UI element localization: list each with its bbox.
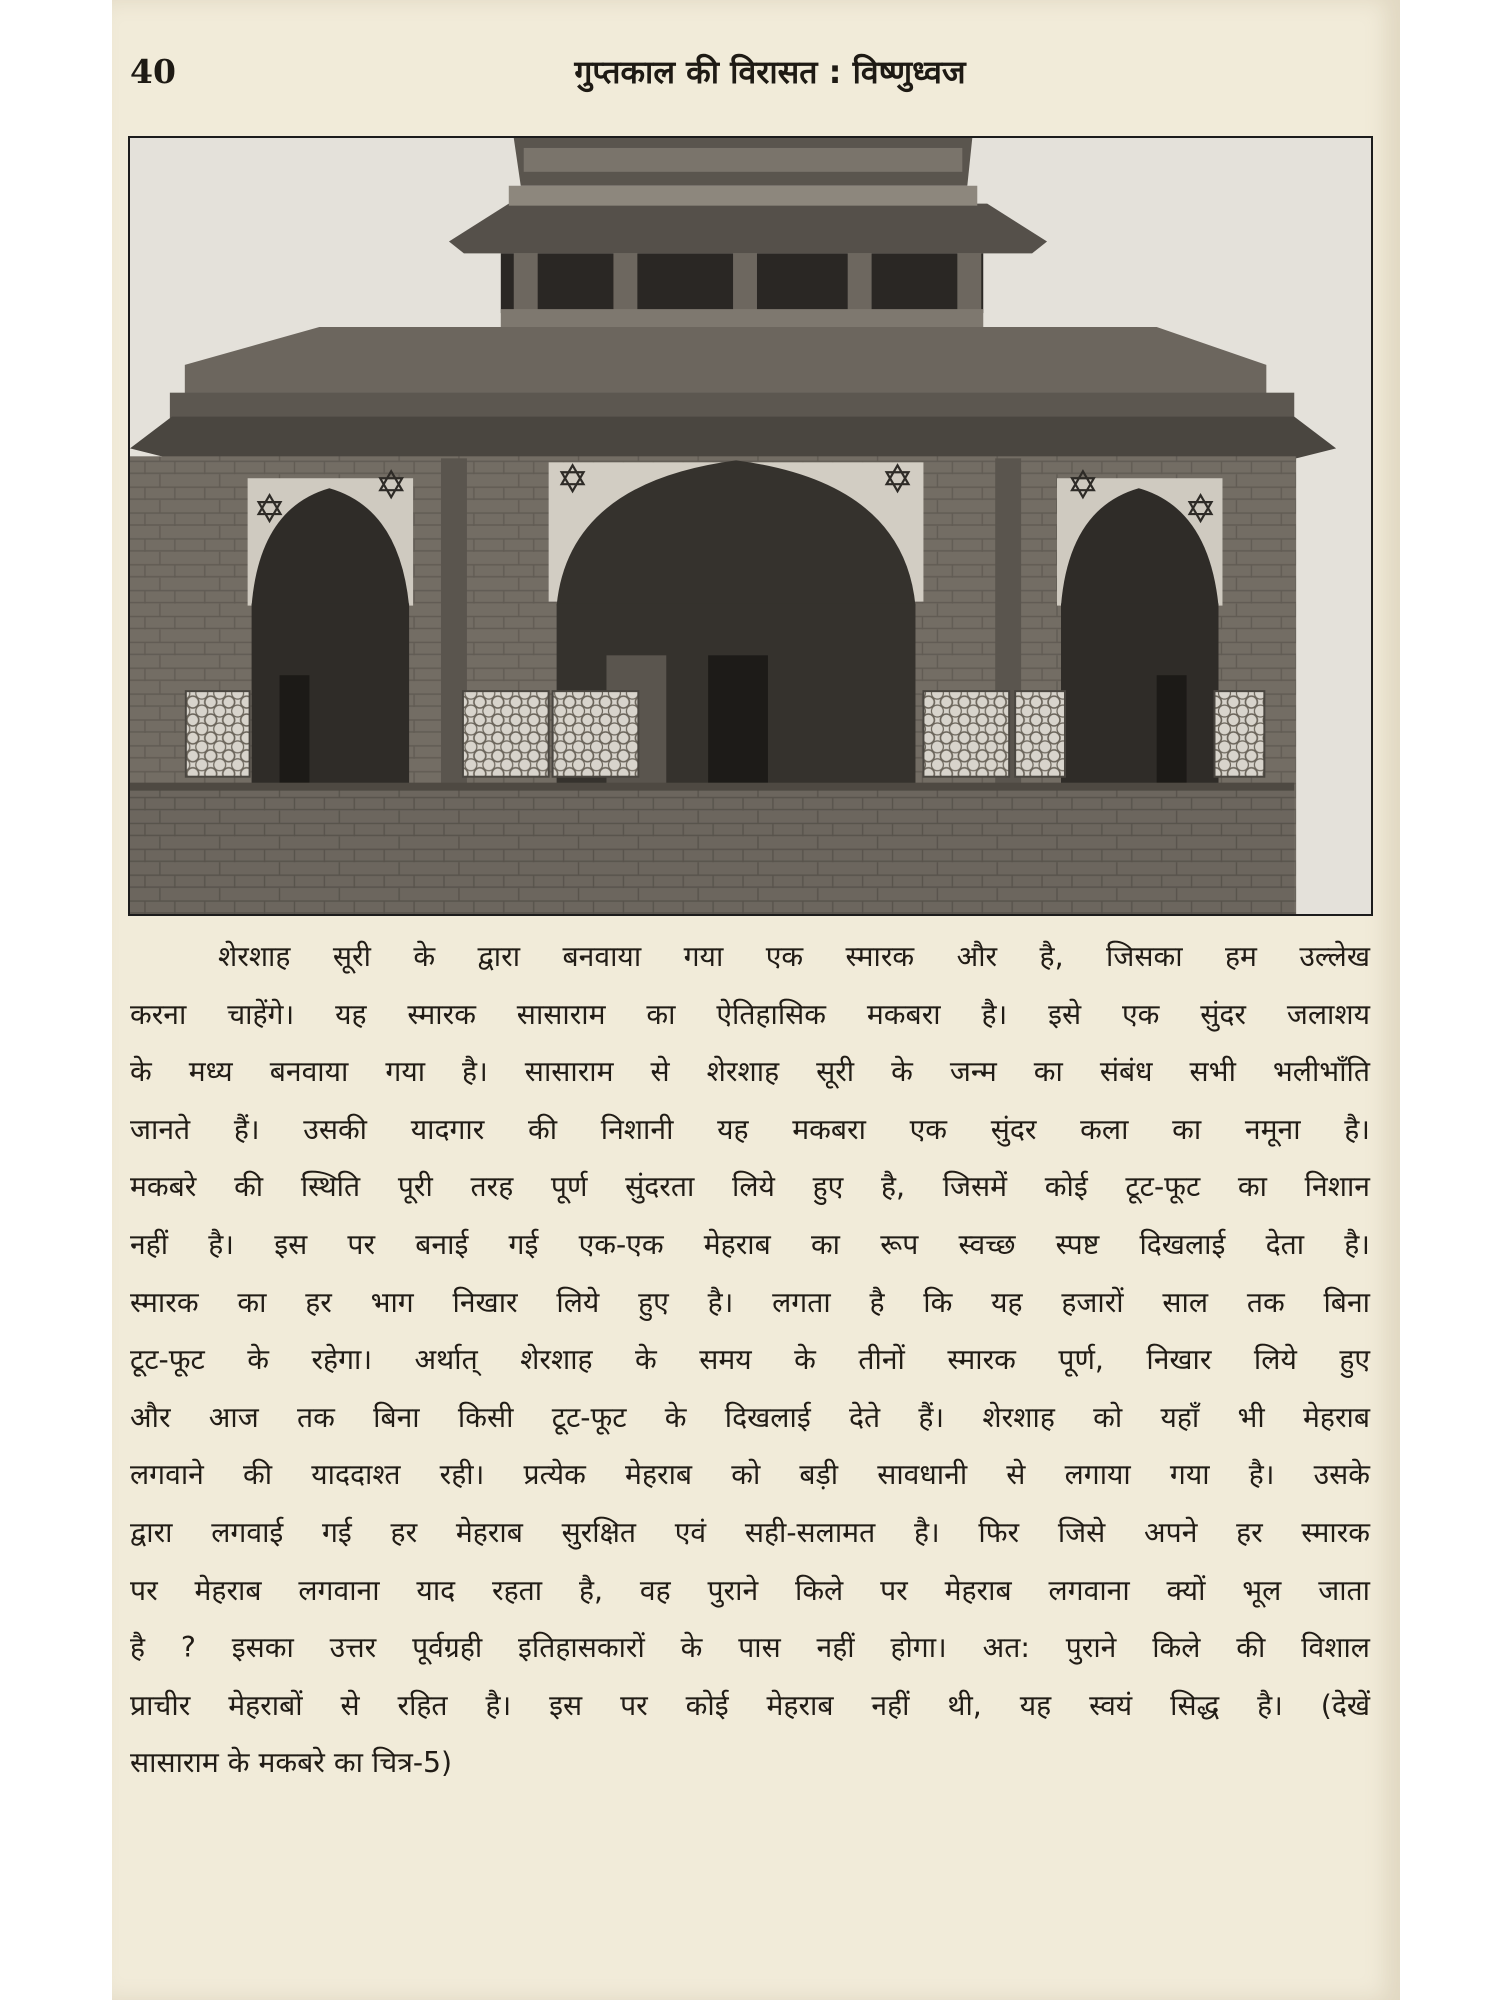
- text-line: शेरशाह सूरी के द्वारा बनवाया गया एक स्मारक और है, जिसका हम उल्लेख: [218, 940, 1370, 973]
- text-line: मकबरे की स्थिति पूरी तरह पूर्ण सुंदरता लिये हुए है, जिसमें कोई टूट-फूट का निशान: [130, 1170, 1370, 1204]
- text-line: नहीं है। इस पर बनाई गई एक-एक मेहराब का रूप स्वच्छ स्पष्ट दिखलाई देता है।: [130, 1227, 1370, 1261]
- text-line: पर मेहराब लगवाना याद रहता है, वह पुराने किले पर मेहराब लगवाना क्यों भूल जाता: [130, 1573, 1370, 1607]
- page-number: 40: [130, 52, 176, 91]
- text-line: द्वारा लगवाई गई हर मेहराब सुरक्षित एवं सही-सलामत है। फिर जिसे अपने हर स्मारक: [130, 1515, 1370, 1549]
- text-line: करना चाहेंगे। यह स्मारक सासाराम का ऐतिहासिक मकबरा है। इसे एक सुंदर जलाशय: [130, 997, 1370, 1031]
- text-line: स्मारक का हर भाग निखार लिये हुए है। लगता है कि यह हजारों साल तक बिना: [130, 1285, 1370, 1319]
- text-line: प्राचीर मेहराबों से रहित है। इस पर कोई मेहराब नहीं थी, यह स्वयं सिद्ध है। (देखें: [130, 1688, 1370, 1722]
- text-line: टूट-फूट के रहेगा। अर्थात् शेरशाह के समय के तीनों स्मारक पूर्ण, निखार लिये हुए: [130, 1343, 1370, 1377]
- text-line: सासाराम के मकबरे का चित्र-5): [130, 1746, 453, 1780]
- text-line: जानते हैं। उसकी यादगार की निशानी यह मकबरा एक सुंदर कला का नमूना है।: [130, 1112, 1370, 1146]
- text-line: और आज तक बिना किसी टूट-फूट के दिखलाई देते हैं। शेरशाह को यहाँ भी मेहराब: [130, 1400, 1370, 1434]
- tomb-photograph: [128, 136, 1373, 916]
- text-line: है ? इसका उत्तर पूर्वग्रही इतिहासकारों के पास नहीं होगा। अत: पुराने किले की विशाल: [130, 1631, 1370, 1665]
- text-line: लगवाने की याददाश्त रही। प्रत्येक मेहराब को बड़ी सावधानी से लगाया गया है। उसके: [130, 1458, 1370, 1492]
- running-title: गुप्तकाल की विरासत : विष्णुध्वज: [574, 53, 966, 91]
- text-line: के मध्य बनवाया गया है। सासाराम से शेरशाह सूरी के जन्म का संबंध सभी भलीभाँति: [130, 1055, 1370, 1089]
- body-paragraph: [130, 928, 1370, 1792]
